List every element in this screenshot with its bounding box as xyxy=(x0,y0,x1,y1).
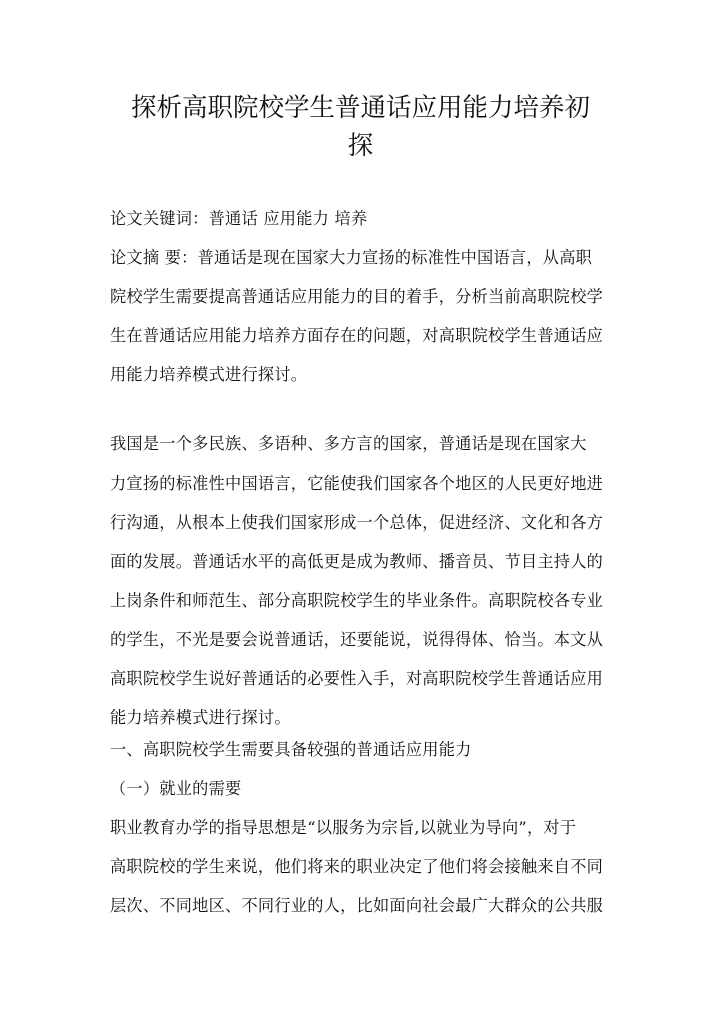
abstract-line: 论文摘 要：普通话是现在国家大力宣扬的标准性中国语言，从高职 xyxy=(110,248,593,267)
body-paragraph-line: 上岗条件和师范生、部分高职院校学生的毕业条件。高职院校各专业 xyxy=(110,591,604,610)
keywords-line: 论文关键词：普通话 应用能力 培养 xyxy=(110,209,368,228)
body-paragraph-line: 职业教育办学的指导思想是“以服务为宗旨,以就业为导向”，对于 xyxy=(110,818,577,837)
section-heading: 一、高职院校学生需要具备较强的普通话应用能力 xyxy=(110,740,472,759)
subsection-heading: （一）就业的需要 xyxy=(110,779,242,798)
body-paragraph-line: 能力培养模式进行探讨。 xyxy=(110,708,291,727)
abstract-line: 用能力培养模式进行探讨。 xyxy=(110,365,308,384)
document-title-line-2: 探 xyxy=(347,131,374,161)
body-paragraph-line: 高职院校的学生来说，他们将来的职业决定了他们将会接触来自不同 xyxy=(110,857,604,876)
body-paragraph-line: 高职院校学生说好普通话的必要性入手，对高职院校学生普通话应用 xyxy=(110,669,604,688)
body-paragraph-line: 面的发展。普通话水平的高低更是成为教师、播音员、节目主持人的 xyxy=(110,552,604,571)
body-paragraph-line: 层次、不同地区、不同行业的人，比如面向社会最广大群众的公共服 xyxy=(110,896,604,915)
body-paragraph-line: 的学生，不光是要会说普通话，还要能说，说得得体、恰当。本文从 xyxy=(110,630,604,649)
body-paragraph-line: 行沟通，从根本上使我们国家形成一个总体，促进经济、文化和各方 xyxy=(110,513,604,532)
body-paragraph-line: 我国是一个多民族、多语种、多方言的国家，普通话是现在国家大 xyxy=(110,434,587,453)
body-paragraph-line: 力宣扬的标准性中国语言，它能使我们国家各个地区的人民更好地进 xyxy=(110,474,604,493)
abstract-line: 生在普通话应用能力培养方面存在的问题，对高职院校学生普通话应 xyxy=(110,326,604,345)
abstract-line: 院校学生需要提高普通话应用能力的目的着手，分析当前高职院校学 xyxy=(110,287,604,306)
document-title-line-1: 探析高职院校学生普通话应用能力培养初 xyxy=(130,93,590,123)
